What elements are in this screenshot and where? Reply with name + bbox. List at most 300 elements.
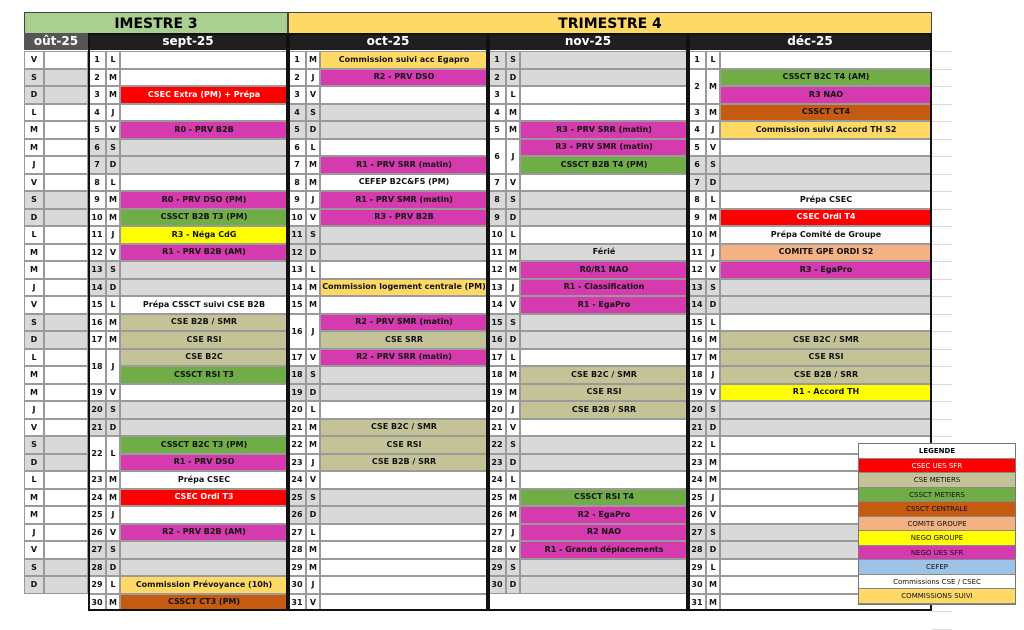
nov-day-number[interactable]: 6: [488, 139, 506, 174]
aug-cell[interactable]: [44, 366, 88, 384]
dec-day-of-week[interactable]: L: [706, 436, 720, 454]
dec-day-of-week[interactable]: S: [706, 524, 720, 542]
oct-day-number[interactable]: 25: [288, 489, 306, 507]
oct-event-cell[interactable]: [320, 471, 488, 489]
oct-day-number[interactable]: 5: [288, 121, 306, 139]
oct-event-cell[interactable]: [320, 506, 488, 524]
aug-cell[interactable]: [44, 51, 88, 69]
aug-cell[interactable]: [44, 209, 88, 227]
aug-cell[interactable]: [44, 191, 88, 209]
oct-day-of-week[interactable]: L: [306, 401, 320, 419]
sep-day-of-week[interactable]: M: [106, 209, 120, 227]
sep-day-of-week[interactable]: J: [106, 506, 120, 524]
aug-cell[interactable]: [44, 524, 88, 542]
nov-day-of-week[interactable]: V: [506, 174, 520, 192]
nov-day-number[interactable]: 4: [488, 104, 506, 122]
nov-event-cell[interactable]: CSE RSI: [520, 384, 688, 402]
sep-day-of-week[interactable]: M: [106, 471, 120, 489]
oct-event-cell[interactable]: [320, 576, 488, 594]
oct-day-of-week[interactable]: M: [306, 436, 320, 454]
dec-event-cell[interactable]: Prépa Comité de Groupe: [720, 226, 932, 244]
nov-event-cell[interactable]: [520, 419, 688, 437]
nov-event-cell[interactable]: R2 - EgaPro: [520, 506, 688, 524]
sep-day-of-week[interactable]: V: [106, 244, 120, 262]
nov-event-cell[interactable]: Férié: [520, 244, 688, 262]
oct-day-number[interactable]: 15: [288, 296, 306, 314]
oct-day-number[interactable]: 13: [288, 261, 306, 279]
nov-day-number[interactable]: 12: [488, 261, 506, 279]
nov-day-number[interactable]: 9: [488, 209, 506, 227]
aug-dow[interactable]: D: [24, 331, 44, 349]
dec-event-cell[interactable]: CSEC Ordi T4: [720, 209, 932, 227]
sep-day-of-week[interactable]: L: [106, 51, 120, 69]
nov-day-of-week[interactable]: M: [506, 244, 520, 262]
aug-dow[interactable]: L: [24, 104, 44, 122]
nov-day-number[interactable]: 30: [488, 576, 506, 594]
aug-dow[interactable]: S: [24, 191, 44, 209]
dec-day-of-week[interactable]: M: [706, 226, 720, 244]
nov-day-number[interactable]: 22: [488, 436, 506, 454]
dec-event-cell[interactable]: R3 - EgaPro: [720, 261, 932, 279]
oct-day-number[interactable]: 12: [288, 244, 306, 262]
sep-event-cell[interactable]: CSSCT RSI T3: [120, 366, 288, 384]
sep-event-cell[interactable]: [120, 506, 288, 524]
nov-day-of-week[interactable]: S: [506, 436, 520, 454]
oct-day-number[interactable]: 2: [288, 69, 306, 87]
sep-event-cell[interactable]: Prépa CSSCT suivi CSE B2B: [120, 296, 288, 314]
aug-cell[interactable]: [44, 314, 88, 332]
nov-day-of-week[interactable]: L: [506, 226, 520, 244]
oct-day-number[interactable]: 26: [288, 506, 306, 524]
aug-cell[interactable]: [44, 156, 88, 174]
sep-event-cell[interactable]: R2 - PRV B2B (AM): [120, 524, 288, 542]
aug-cell[interactable]: [44, 261, 88, 279]
nov-day-number[interactable]: 25: [488, 489, 506, 507]
nov-day-of-week[interactable]: S: [506, 191, 520, 209]
dec-event-cell[interactable]: CSE B2B / SRR: [720, 366, 932, 384]
sep-day-of-week[interactable]: M: [106, 489, 120, 507]
nov-day-of-week[interactable]: M: [506, 489, 520, 507]
nov-event-cell[interactable]: R0/R1 NAO: [520, 261, 688, 279]
nov-day-number[interactable]: 11: [488, 244, 506, 262]
dec-event-cell[interactable]: CSSCT CT4: [720, 104, 932, 122]
sep-day-of-week[interactable]: D: [106, 156, 120, 174]
nov-event-cell[interactable]: CSSCT B2B T4 (PM): [520, 156, 688, 174]
sep-event-cell[interactable]: CSE RSI: [120, 331, 288, 349]
nov-day-number[interactable]: 3: [488, 86, 506, 104]
nov-day-of-week[interactable]: J: [506, 524, 520, 542]
dec-day-number[interactable]: 14: [688, 296, 706, 314]
oct-day-number[interactable]: 1: [288, 51, 306, 69]
aug-cell[interactable]: [44, 471, 88, 489]
dec-event-cell[interactable]: [720, 174, 932, 192]
aug-dow[interactable]: M: [24, 489, 44, 507]
oct-event-cell[interactable]: [320, 541, 488, 559]
nov-event-cell[interactable]: [520, 576, 688, 594]
oct-day-number[interactable]: 17: [288, 349, 306, 367]
oct-event-cell[interactable]: [320, 261, 488, 279]
nov-day-number[interactable]: 24: [488, 471, 506, 489]
aug-dow[interactable]: M: [24, 261, 44, 279]
aug-cell[interactable]: [44, 576, 88, 594]
nov-day-of-week[interactable]: V: [506, 541, 520, 559]
aug-cell[interactable]: [44, 86, 88, 104]
dec-day-number[interactable]: 4: [688, 121, 706, 139]
sep-day-number[interactable]: 9: [88, 191, 106, 209]
nov-event-cell[interactable]: R2 NAO: [520, 524, 688, 542]
aug-dow[interactable]: M: [24, 366, 44, 384]
nov-day-number[interactable]: 28: [488, 541, 506, 559]
oct-day-number[interactable]: 29: [288, 559, 306, 577]
dec-day-of-week[interactable]: D: [706, 174, 720, 192]
sep-event-cell[interactable]: [120, 384, 288, 402]
sep-day-number[interactable]: 20: [88, 401, 106, 419]
dec-day-number[interactable]: 13: [688, 279, 706, 297]
sep-event-cell[interactable]: CSEC Ordi T3: [120, 489, 288, 507]
dec-event-cell[interactable]: [720, 279, 932, 297]
sep-day-number[interactable]: 29: [88, 576, 106, 594]
aug-cell[interactable]: [44, 279, 88, 297]
nov-event-cell[interactable]: CSE B2C / SMR: [520, 366, 688, 384]
nov-event-cell[interactable]: [520, 349, 688, 367]
sep-day-number[interactable]: 7: [88, 156, 106, 174]
aug-cell[interactable]: [44, 401, 88, 419]
sep-day-of-week[interactable]: L: [106, 174, 120, 192]
dec-day-of-week[interactable]: L: [706, 51, 720, 69]
oct-event-cell[interactable]: CSE SRR: [320, 331, 488, 349]
aug-cell[interactable]: [44, 69, 88, 87]
sep-event-cell[interactable]: Prépa CSEC: [120, 471, 288, 489]
nov-event-cell[interactable]: [520, 51, 688, 69]
sep-day-of-week[interactable]: M: [106, 69, 120, 87]
oct-day-number[interactable]: 30: [288, 576, 306, 594]
sep-day-number[interactable]: 1: [88, 51, 106, 69]
oct-day-of-week[interactable]: M: [306, 51, 320, 69]
aug-dow[interactable]: V: [24, 419, 44, 437]
dec-day-number[interactable]: 8: [688, 191, 706, 209]
oct-day-of-week[interactable]: J: [306, 576, 320, 594]
oct-day-of-week[interactable]: J: [306, 314, 320, 349]
dec-day-of-week[interactable]: D: [706, 296, 720, 314]
dec-day-number[interactable]: 21: [688, 419, 706, 437]
nov-event-cell[interactable]: CSE B2B / SRR: [520, 401, 688, 419]
sep-day-number[interactable]: 16: [88, 314, 106, 332]
dec-day-number[interactable]: 24: [688, 471, 706, 489]
oct-day-number[interactable]: 24: [288, 471, 306, 489]
nov-day-of-week[interactable]: S: [506, 559, 520, 577]
nov-event-cell[interactable]: R1 - EgaPro: [520, 296, 688, 314]
oct-day-of-week[interactable]: S: [306, 489, 320, 507]
sep-event-cell[interactable]: [120, 174, 288, 192]
aug-cell[interactable]: [44, 244, 88, 262]
sep-day-number[interactable]: 2: [88, 69, 106, 87]
aug-cell[interactable]: [44, 121, 88, 139]
oct-day-number[interactable]: 22: [288, 436, 306, 454]
oct-day-of-week[interactable]: D: [306, 121, 320, 139]
aug-cell[interactable]: [44, 139, 88, 157]
sep-event-cell[interactable]: CSSCT B2B T3 (PM): [120, 209, 288, 227]
sep-day-number[interactable]: 23: [88, 471, 106, 489]
dec-day-of-week[interactable]: S: [706, 401, 720, 419]
oct-day-number[interactable]: 31: [288, 594, 306, 612]
aug-cell[interactable]: [44, 419, 88, 437]
nov-day-of-week[interactable]: V: [506, 296, 520, 314]
sep-event-cell[interactable]: R0 - PRV DSO (PM): [120, 191, 288, 209]
oct-day-of-week[interactable]: L: [306, 139, 320, 157]
dec-day-number[interactable]: 6: [688, 156, 706, 174]
nov-day-number[interactable]: 5: [488, 121, 506, 139]
dec-event-cell[interactable]: COMITE GPE ORDI S2: [720, 244, 932, 262]
oct-event-cell[interactable]: [320, 401, 488, 419]
aug-cell[interactable]: [44, 296, 88, 314]
aug-cell[interactable]: [44, 104, 88, 122]
sep-day-number[interactable]: 19: [88, 384, 106, 402]
oct-day-number[interactable]: 23: [288, 454, 306, 472]
nov-event-cell[interactable]: [520, 454, 688, 472]
nov-day-of-week[interactable]: L: [506, 86, 520, 104]
aug-dow[interactable]: S: [24, 559, 44, 577]
nov-day-of-week[interactable]: M: [506, 366, 520, 384]
sep-day-of-week[interactable]: M: [106, 314, 120, 332]
aug-cell[interactable]: [44, 489, 88, 507]
nov-day-number[interactable]: 27: [488, 524, 506, 542]
dec-event-cell[interactable]: [720, 401, 932, 419]
nov-event-cell[interactable]: [520, 331, 688, 349]
aug-dow[interactable]: L: [24, 471, 44, 489]
sep-day-of-week[interactable]: L: [106, 436, 120, 471]
nov-day-number[interactable]: 19: [488, 384, 506, 402]
dec-day-number[interactable]: 22: [688, 436, 706, 454]
oct-day-of-week[interactable]: M: [306, 559, 320, 577]
aug-dow[interactable]: V: [24, 51, 44, 69]
sep-event-cell[interactable]: CSSCT CT3 (PM): [120, 594, 288, 612]
aug-dow[interactable]: M: [24, 506, 44, 524]
sep-event-cell[interactable]: [120, 156, 288, 174]
aug-dow[interactable]: L: [24, 349, 44, 367]
nov-event-cell[interactable]: [520, 436, 688, 454]
dec-day-of-week[interactable]: L: [706, 314, 720, 332]
aug-cell[interactable]: [44, 559, 88, 577]
nov-day-number[interactable]: 13: [488, 279, 506, 297]
sep-day-number[interactable]: 27: [88, 541, 106, 559]
dec-day-number[interactable]: 16: [688, 331, 706, 349]
aug-dow[interactable]: S: [24, 314, 44, 332]
sep-day-number[interactable]: 30: [88, 594, 106, 612]
oct-day-number[interactable]: 20: [288, 401, 306, 419]
nov-day-of-week[interactable]: L: [506, 349, 520, 367]
nov-day-of-week[interactable]: M: [506, 261, 520, 279]
sep-event-cell[interactable]: R1 - PRV DSO: [120, 454, 288, 472]
nov-day-of-week[interactable]: D: [506, 454, 520, 472]
nov-event-cell[interactable]: CSSCT RSI T4: [520, 489, 688, 507]
sep-day-number[interactable]: 10: [88, 209, 106, 227]
aug-cell[interactable]: [44, 506, 88, 524]
dec-day-number[interactable]: 15: [688, 314, 706, 332]
sep-event-cell[interactable]: [120, 559, 288, 577]
dec-day-number[interactable]: 25: [688, 489, 706, 507]
nov-day-of-week[interactable]: D: [506, 69, 520, 87]
aug-cell[interactable]: [44, 349, 88, 367]
oct-event-cell[interactable]: CEFEP B2C&FS (PM): [320, 174, 488, 192]
nov-day-number[interactable]: 1: [488, 51, 506, 69]
dec-event-cell[interactable]: CSSCT B2C T4 (AM): [720, 69, 932, 87]
sep-event-cell[interactable]: [120, 51, 288, 69]
oct-event-cell[interactable]: [320, 489, 488, 507]
dec-event-cell[interactable]: R3 NAO: [720, 86, 932, 104]
nov-day-number[interactable]: 10: [488, 226, 506, 244]
dec-day-number[interactable]: 1: [688, 51, 706, 69]
sep-day-number[interactable]: 17: [88, 331, 106, 349]
oct-day-number[interactable]: 11: [288, 226, 306, 244]
aug-dow[interactable]: J: [24, 156, 44, 174]
sep-event-cell[interactable]: [120, 261, 288, 279]
sep-event-cell[interactable]: CSSCT B2C T3 (PM): [120, 436, 288, 454]
sep-day-of-week[interactable]: D: [106, 559, 120, 577]
sep-day-number[interactable]: 11: [88, 226, 106, 244]
aug-dow[interactable]: V: [24, 296, 44, 314]
aug-dow[interactable]: M: [24, 139, 44, 157]
oct-day-number[interactable]: 28: [288, 541, 306, 559]
aug-dow[interactable]: L: [24, 226, 44, 244]
oct-day-number[interactable]: 8: [288, 174, 306, 192]
dec-day-of-week[interactable]: L: [706, 191, 720, 209]
nov-day-of-week[interactable]: J: [506, 139, 520, 174]
dec-day-number[interactable]: 30: [688, 576, 706, 594]
oct-day-number[interactable]: 16: [288, 314, 306, 349]
oct-day-number[interactable]: 21: [288, 419, 306, 437]
nov-day-number[interactable]: 8: [488, 191, 506, 209]
oct-day-of-week[interactable]: V: [306, 86, 320, 104]
oct-event-cell[interactable]: [320, 139, 488, 157]
sep-day-number[interactable]: 28: [88, 559, 106, 577]
sep-day-number[interactable]: 26: [88, 524, 106, 542]
dec-day-number[interactable]: 29: [688, 559, 706, 577]
oct-day-of-week[interactable]: M: [306, 541, 320, 559]
dec-day-of-week[interactable]: M: [706, 69, 720, 104]
nov-day-number[interactable]: 17: [488, 349, 506, 367]
dec-event-cell[interactable]: [720, 419, 932, 437]
sep-day-of-week[interactable]: M: [106, 191, 120, 209]
oct-day-of-week[interactable]: M: [306, 419, 320, 437]
nov-event-cell[interactable]: [520, 314, 688, 332]
aug-cell[interactable]: [44, 384, 88, 402]
oct-day-number[interactable]: 19: [288, 384, 306, 402]
nov-day-of-week[interactable]: V: [506, 419, 520, 437]
dec-day-of-week[interactable]: M: [706, 349, 720, 367]
sep-event-cell[interactable]: [120, 69, 288, 87]
aug-dow[interactable]: D: [24, 576, 44, 594]
aug-cell[interactable]: [44, 541, 88, 559]
dec-event-cell[interactable]: [720, 156, 932, 174]
dec-day-of-week[interactable]: J: [706, 121, 720, 139]
dec-day-number[interactable]: 18: [688, 366, 706, 384]
dec-day-of-week[interactable]: J: [706, 489, 720, 507]
dec-event-cell[interactable]: R1 - Accord TH: [720, 384, 932, 402]
oct-day-of-week[interactable]: J: [306, 454, 320, 472]
nov-day-of-week[interactable]: L: [506, 471, 520, 489]
nov-event-cell[interactable]: R3 - PRV SRR (matin): [520, 121, 688, 139]
oct-event-cell[interactable]: CSE RSI: [320, 436, 488, 454]
oct-event-cell[interactable]: [320, 121, 488, 139]
oct-event-cell[interactable]: R3 - PRV B2B: [320, 209, 488, 227]
nov-day-number[interactable]: 14: [488, 296, 506, 314]
aug-dow[interactable]: M: [24, 121, 44, 139]
sep-day-of-week[interactable]: V: [106, 121, 120, 139]
dec-day-of-week[interactable]: J: [706, 244, 720, 262]
sep-event-cell[interactable]: [120, 104, 288, 122]
oct-event-cell[interactable]: [320, 86, 488, 104]
dec-day-number[interactable]: 28: [688, 541, 706, 559]
sep-day-number[interactable]: 22: [88, 436, 106, 471]
oct-day-number[interactable]: 3: [288, 86, 306, 104]
oct-day-of-week[interactable]: L: [306, 261, 320, 279]
nov-day-number[interactable]: 2: [488, 69, 506, 87]
dec-day-of-week[interactable]: V: [706, 139, 720, 157]
oct-event-cell[interactable]: R2 - PRV SMR (matin): [320, 314, 488, 332]
dec-day-of-week[interactable]: V: [706, 506, 720, 524]
nov-day-number[interactable]: 29: [488, 559, 506, 577]
dec-day-of-week[interactable]: D: [706, 419, 720, 437]
dec-day-of-week[interactable]: S: [706, 279, 720, 297]
oct-event-cell[interactable]: [320, 226, 488, 244]
oct-event-cell[interactable]: [320, 559, 488, 577]
sep-day-of-week[interactable]: J: [106, 349, 120, 384]
aug-cell[interactable]: [44, 454, 88, 472]
dec-event-cell[interactable]: [720, 139, 932, 157]
sep-event-cell[interactable]: CSE B2B / SMR: [120, 314, 288, 332]
nov-event-cell[interactable]: [520, 86, 688, 104]
dec-day-of-week[interactable]: M: [706, 471, 720, 489]
aug-dow[interactable]: J: [24, 524, 44, 542]
oct-day-of-week[interactable]: V: [306, 471, 320, 489]
dec-event-cell[interactable]: CSE B2C / SMR: [720, 331, 932, 349]
dec-day-of-week[interactable]: M: [706, 576, 720, 594]
oct-day-number[interactable]: 7: [288, 156, 306, 174]
oct-day-number[interactable]: 18: [288, 366, 306, 384]
oct-day-of-week[interactable]: V: [306, 209, 320, 227]
sep-day-of-week[interactable]: J: [106, 226, 120, 244]
oct-event-cell[interactable]: [320, 104, 488, 122]
sep-day-number[interactable]: 24: [88, 489, 106, 507]
dec-day-number[interactable]: 2: [688, 69, 706, 104]
nov-day-of-week[interactable]: S: [506, 51, 520, 69]
nov-event-cell[interactable]: [520, 471, 688, 489]
sep-day-number[interactable]: 3: [88, 86, 106, 104]
sep-event-cell[interactable]: R3 - Néga CdG: [120, 226, 288, 244]
oct-event-cell[interactable]: [320, 366, 488, 384]
nov-event-cell[interactable]: R1 - Grands déplacements: [520, 541, 688, 559]
aug-dow[interactable]: J: [24, 401, 44, 419]
dec-day-of-week[interactable]: M: [706, 594, 720, 612]
nov-day-number[interactable]: 21: [488, 419, 506, 437]
nov-day-of-week[interactable]: M: [506, 121, 520, 139]
aug-dow[interactable]: V: [24, 541, 44, 559]
dec-day-number[interactable]: 11: [688, 244, 706, 262]
dec-day-number[interactable]: 5: [688, 139, 706, 157]
oct-day-of-week[interactable]: S: [306, 226, 320, 244]
oct-day-of-week[interactable]: S: [306, 104, 320, 122]
nov-day-number[interactable]: 16: [488, 331, 506, 349]
oct-day-of-week[interactable]: L: [306, 524, 320, 542]
nov-event-cell[interactable]: R3 - PRV SMR (matin): [520, 139, 688, 157]
dec-day-number[interactable]: 9: [688, 209, 706, 227]
nov-day-number[interactable]: 26: [488, 506, 506, 524]
oct-day-of-week[interactable]: J: [306, 69, 320, 87]
oct-day-number[interactable]: 9: [288, 191, 306, 209]
dec-event-cell[interactable]: [720, 314, 932, 332]
aug-dow[interactable]: V: [24, 174, 44, 192]
oct-event-cell[interactable]: R2 - PRV DSO: [320, 69, 488, 87]
